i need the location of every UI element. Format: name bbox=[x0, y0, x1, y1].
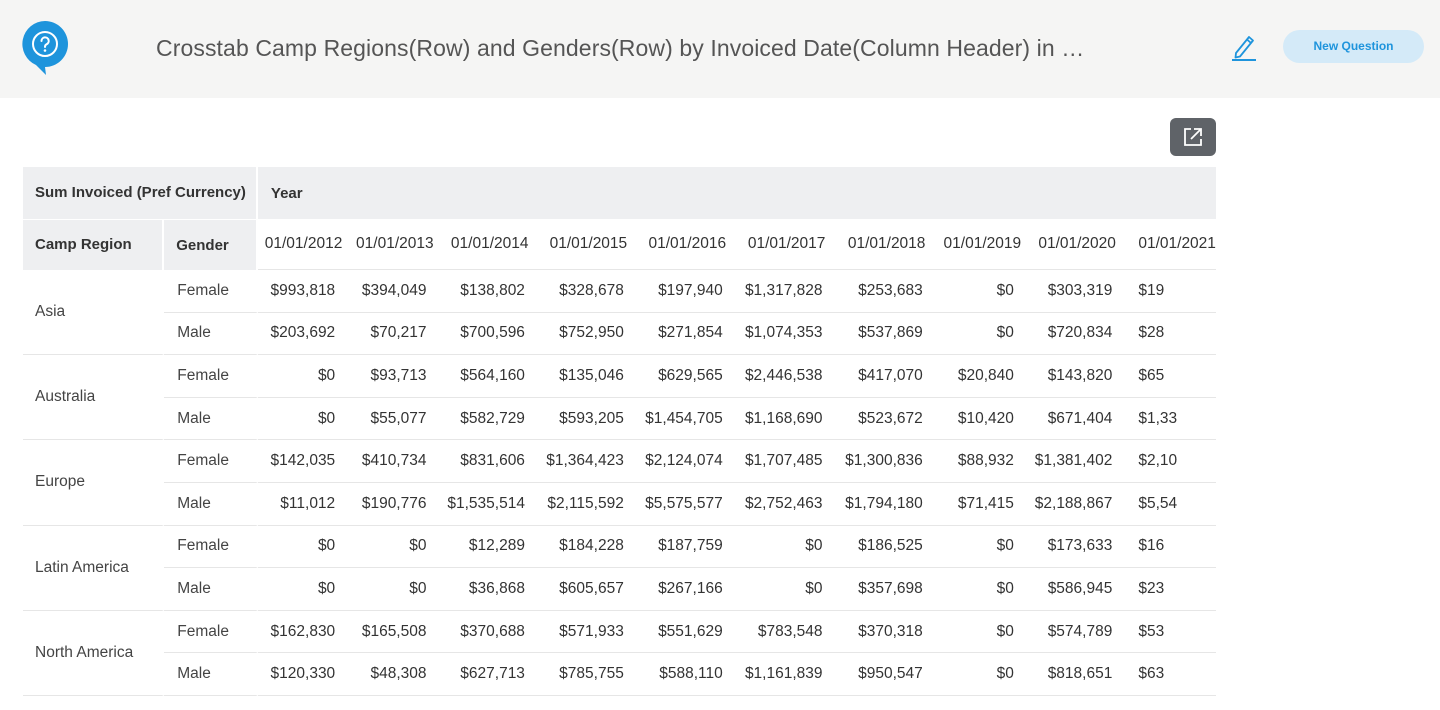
value-cell: $1,161,839 bbox=[737, 653, 837, 696]
value-cell: $537,869 bbox=[837, 313, 937, 356]
value-cell: $818,651 bbox=[1028, 653, 1126, 696]
table-row bbox=[23, 526, 1216, 569]
value-cell: $671,404 bbox=[1028, 398, 1126, 441]
value-cell: $162,830 bbox=[258, 611, 349, 654]
date-column-header[interactable]: 01/01/2018 bbox=[837, 219, 937, 270]
value-cell: $135,046 bbox=[539, 355, 638, 398]
value-cell: $410,734 bbox=[349, 440, 440, 483]
value-cell: $1,454,705 bbox=[638, 398, 737, 441]
table-row bbox=[23, 483, 1216, 526]
pencil-icon[interactable] bbox=[1229, 31, 1259, 63]
date-column-header[interactable]: 01/01/2016 bbox=[638, 219, 737, 270]
value-cell: $357,698 bbox=[837, 568, 937, 611]
value-cell: $23 bbox=[1126, 568, 1216, 611]
value-cell: $143,820 bbox=[1028, 355, 1126, 398]
value-cell: $950,547 bbox=[837, 653, 937, 696]
value-cell: $1,317,828 bbox=[737, 270, 837, 313]
date-column-header[interactable]: 01/01/2012 bbox=[258, 219, 349, 270]
value-cell: $11,012 bbox=[258, 483, 349, 526]
gender-cell: Female bbox=[164, 611, 258, 654]
date-column-header[interactable]: 01/01/2017 bbox=[737, 219, 837, 270]
value-cell: $2,115,592 bbox=[539, 483, 638, 526]
value-cell: $1,381,402 bbox=[1028, 440, 1126, 483]
value-cell: $203,692 bbox=[258, 313, 349, 356]
gender-header[interactable]: Gender bbox=[164, 219, 258, 270]
value-cell: $370,318 bbox=[837, 611, 937, 654]
value-cell: $993,818 bbox=[258, 270, 349, 313]
value-cell: $370,688 bbox=[440, 611, 538, 654]
question-bubble-icon[interactable] bbox=[22, 21, 68, 77]
value-cell: $63 bbox=[1126, 653, 1216, 696]
value-cell: $271,854 bbox=[638, 313, 737, 356]
value-cell: $0 bbox=[258, 398, 349, 441]
value-cell: $253,683 bbox=[837, 270, 937, 313]
value-cell: $36,868 bbox=[440, 568, 538, 611]
table-row bbox=[23, 611, 1216, 654]
new-question-button[interactable]: New Question bbox=[1283, 30, 1424, 63]
value-cell: $120,330 bbox=[258, 653, 349, 696]
gender-cell: Male bbox=[164, 313, 258, 356]
value-cell: $0 bbox=[258, 568, 349, 611]
value-cell: $2,10 bbox=[1126, 440, 1216, 483]
table-row bbox=[23, 313, 1216, 356]
value-cell: $55,077 bbox=[349, 398, 440, 441]
value-cell: $303,319 bbox=[1028, 270, 1126, 313]
date-column-header[interactable]: 01/01/2015 bbox=[539, 219, 638, 270]
value-cell: $12,289 bbox=[440, 526, 538, 569]
gender-cell: Male bbox=[164, 398, 258, 441]
value-cell: $88,932 bbox=[937, 440, 1028, 483]
value-cell: $0 bbox=[258, 526, 349, 569]
value-cell: $142,035 bbox=[258, 440, 349, 483]
value-cell: $5,575,577 bbox=[638, 483, 737, 526]
value-cell: $187,759 bbox=[638, 526, 737, 569]
value-cell: $19 bbox=[1126, 270, 1216, 313]
value-cell: $28 bbox=[1126, 313, 1216, 356]
value-cell: $0 bbox=[258, 355, 349, 398]
value-cell: $0 bbox=[937, 526, 1028, 569]
gender-cell: Female bbox=[164, 440, 258, 483]
value-cell: $720,834 bbox=[1028, 313, 1126, 356]
value-cell: $20,840 bbox=[937, 355, 1028, 398]
table-row bbox=[23, 440, 1216, 483]
value-cell: $10,420 bbox=[937, 398, 1028, 441]
region-cell: Europe bbox=[23, 440, 164, 525]
value-cell: $588,110 bbox=[638, 653, 737, 696]
gender-cell: Female bbox=[164, 526, 258, 569]
value-cell: $785,755 bbox=[539, 653, 638, 696]
date-column-header[interactable]: 01/01/2020 bbox=[1028, 219, 1126, 270]
value-cell: $5,54 bbox=[1126, 483, 1216, 526]
value-cell: $1,074,353 bbox=[737, 313, 837, 356]
value-cell: $2,124,074 bbox=[638, 440, 737, 483]
gender-cell: Male bbox=[164, 653, 258, 696]
value-cell: $586,945 bbox=[1028, 568, 1126, 611]
value-cell: $70,217 bbox=[349, 313, 440, 356]
value-cell: $16 bbox=[1126, 526, 1216, 569]
value-cell: $551,629 bbox=[638, 611, 737, 654]
value-cell: $197,940 bbox=[638, 270, 737, 313]
value-cell: $1,33 bbox=[1126, 398, 1216, 441]
crosstab-table[interactable] bbox=[23, 167, 1216, 710]
value-cell: $190,776 bbox=[349, 483, 440, 526]
value-cell: $564,160 bbox=[440, 355, 538, 398]
value-cell: $328,678 bbox=[539, 270, 638, 313]
value-cell: $629,565 bbox=[638, 355, 737, 398]
camp-region-header[interactable]: Camp Region bbox=[23, 219, 164, 270]
value-cell: $0 bbox=[737, 526, 837, 569]
open-external-button[interactable] bbox=[1170, 118, 1216, 156]
value-cell: $165,508 bbox=[349, 611, 440, 654]
value-cell: $593,205 bbox=[539, 398, 638, 441]
gender-cell: Male bbox=[164, 483, 258, 526]
date-column-header[interactable]: 01/01/2013 bbox=[349, 219, 440, 270]
value-cell: $184,228 bbox=[539, 526, 638, 569]
value-cell: $138,802 bbox=[440, 270, 538, 313]
region-cell: Asia bbox=[23, 270, 164, 355]
region-cell: Latin America bbox=[23, 526, 164, 611]
table-row bbox=[23, 653, 1216, 696]
measure-header: Sum Invoiced (Pref Currency) bbox=[23, 167, 258, 219]
table-row bbox=[23, 270, 1216, 313]
value-cell: $0 bbox=[937, 568, 1028, 611]
value-cell: $627,713 bbox=[440, 653, 538, 696]
value-cell: $1,364,423 bbox=[539, 440, 638, 483]
value-cell: $783,548 bbox=[737, 611, 837, 654]
gender-cell: Female bbox=[164, 270, 258, 313]
value-cell: $605,657 bbox=[539, 568, 638, 611]
value-cell: $267,166 bbox=[638, 568, 737, 611]
date-column-header[interactable]: 01/01/2014 bbox=[440, 219, 538, 270]
value-cell: $2,752,463 bbox=[737, 483, 837, 526]
table-row bbox=[23, 568, 1216, 611]
value-cell: $571,933 bbox=[539, 611, 638, 654]
value-cell: $1,707,485 bbox=[737, 440, 837, 483]
value-cell: $0 bbox=[737, 568, 837, 611]
gender-cell: Female bbox=[164, 355, 258, 398]
value-cell: $0 bbox=[937, 653, 1028, 696]
value-cell: $574,789 bbox=[1028, 611, 1126, 654]
value-cell: $523,672 bbox=[837, 398, 937, 441]
value-cell: $53 bbox=[1126, 611, 1216, 654]
value-cell: $2,188,867 bbox=[1028, 483, 1126, 526]
date-column-header[interactable]: 01/01/2019 bbox=[937, 219, 1028, 270]
value-cell: $2,446,538 bbox=[737, 355, 837, 398]
year-header[interactable]: Year bbox=[258, 167, 1216, 219]
value-cell: $1,300,836 bbox=[837, 440, 937, 483]
value-cell: $700,596 bbox=[440, 313, 538, 356]
value-cell: $1,168,690 bbox=[737, 398, 837, 441]
value-cell: $186,525 bbox=[837, 526, 937, 569]
value-cell: $1,794,180 bbox=[837, 483, 937, 526]
value-cell: $0 bbox=[349, 526, 440, 569]
value-cell: $1,535,514 bbox=[440, 483, 538, 526]
value-cell: $394,049 bbox=[349, 270, 440, 313]
table-row bbox=[23, 398, 1216, 441]
date-column-header[interactable]: 01/01/2021 bbox=[1126, 219, 1216, 270]
region-cell: Australia bbox=[23, 355, 164, 440]
open-external-icon bbox=[1182, 126, 1204, 148]
value-cell: $93,713 bbox=[349, 355, 440, 398]
value-cell: $582,729 bbox=[440, 398, 538, 441]
value-cell: $831,606 bbox=[440, 440, 538, 483]
value-cell: $0 bbox=[937, 313, 1028, 356]
value-cell: $48,308 bbox=[349, 653, 440, 696]
value-cell: $71,415 bbox=[937, 483, 1028, 526]
value-cell: $752,950 bbox=[539, 313, 638, 356]
value-cell: $417,070 bbox=[837, 355, 937, 398]
table-row bbox=[23, 355, 1216, 398]
header-bar bbox=[0, 0, 1440, 98]
value-cell: $0 bbox=[937, 611, 1028, 654]
value-cell: $0 bbox=[349, 568, 440, 611]
value-cell: $65 bbox=[1126, 355, 1216, 398]
page-title: Crosstab Camp Regions(Row) and Genders(Row) by Invoiced Date(Column Header) in … bbox=[156, 35, 1085, 61]
gender-cell: Male bbox=[164, 568, 258, 611]
value-cell: $173,633 bbox=[1028, 526, 1126, 569]
value-cell: $0 bbox=[937, 270, 1028, 313]
region-cell: North America bbox=[23, 611, 164, 696]
